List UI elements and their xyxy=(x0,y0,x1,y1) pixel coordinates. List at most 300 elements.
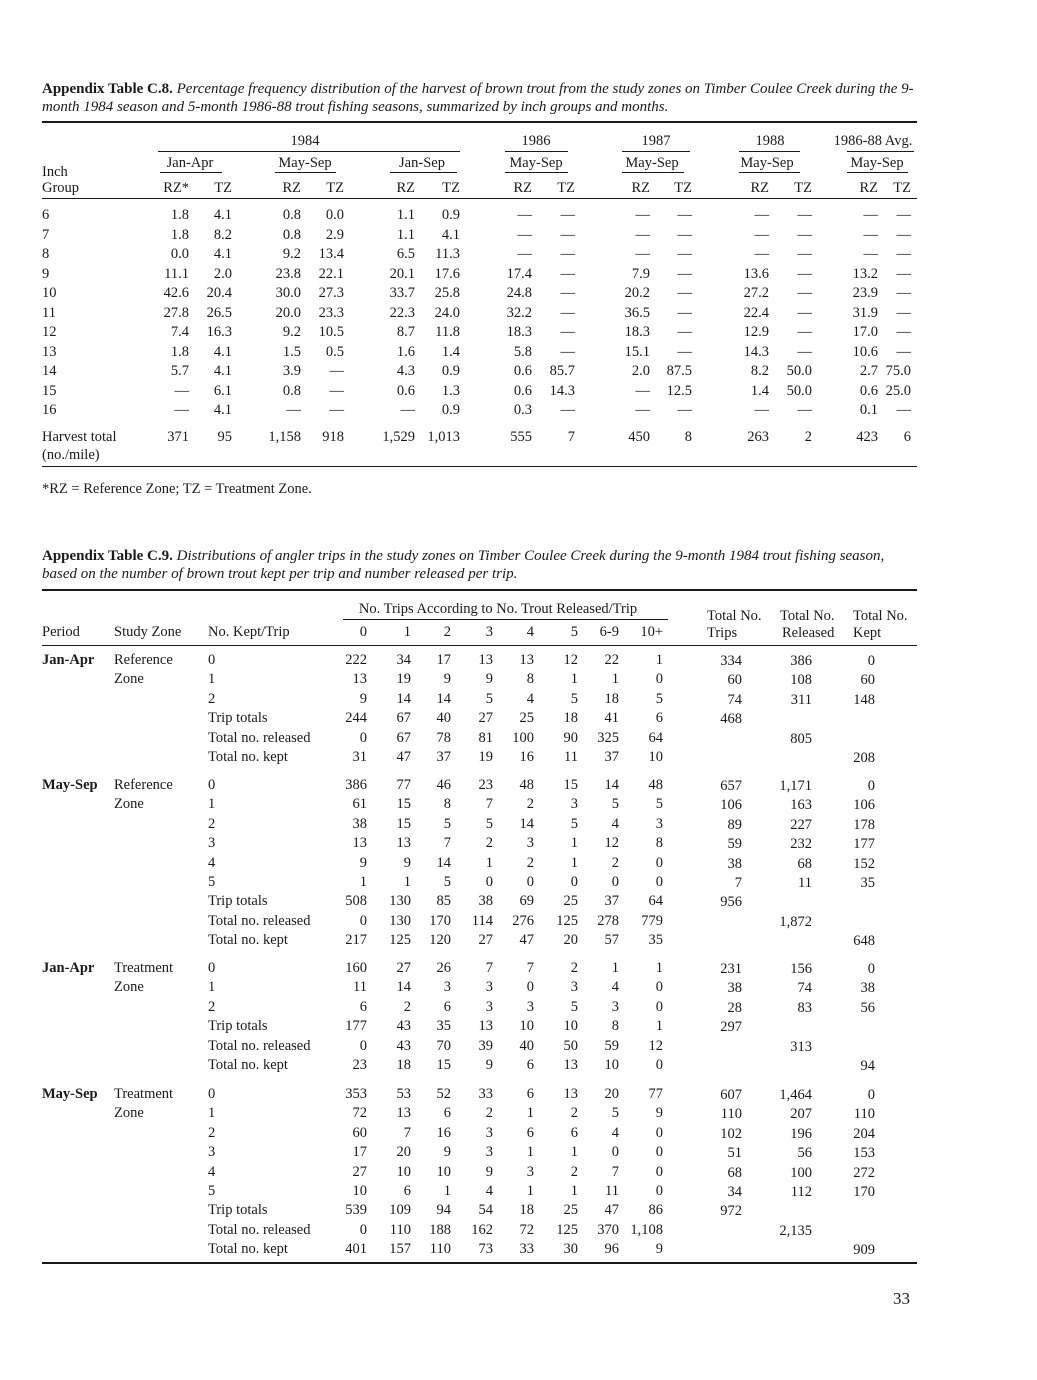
table-cell: 100 xyxy=(512,729,534,746)
total-released-cell: 313 xyxy=(790,1038,812,1055)
table-c9-caption xyxy=(42,547,922,583)
table-cell: 26 xyxy=(436,960,451,976)
table-cell: 3 xyxy=(526,1163,534,1180)
table-cell: 61 xyxy=(352,796,367,813)
table-cell: 14 xyxy=(519,815,534,832)
total-released-cell: 311 xyxy=(790,691,812,708)
table-cell: 7 xyxy=(403,1124,411,1141)
table-cell: — xyxy=(560,265,575,282)
study-zone-label-2: Zone xyxy=(114,979,144,996)
table-c9-title: Distributions of angler trips in the study zones on Timber Coulee Creek during the 9-month 1984 trout fishing season, based on the number of brown trout kept per trip and number released per trip. xyxy=(42,548,885,582)
table-cell: — xyxy=(677,207,692,223)
study-zone-label: Reference xyxy=(114,652,173,668)
study-zone-label: Treatment xyxy=(114,960,174,976)
table-cell: 86 xyxy=(648,1202,663,1219)
kept-per-trip-cell: 1 xyxy=(208,796,216,813)
table-cell: 1 xyxy=(611,960,619,976)
inch-group-cell: 8 xyxy=(42,246,50,262)
table-cell: 7.4 xyxy=(170,324,189,340)
inch-group-cell: 11 xyxy=(42,304,56,321)
table-cell: 1.4 xyxy=(750,382,769,399)
total-kept-cell: 60 xyxy=(860,672,875,689)
table-cell: 96 xyxy=(604,1241,619,1258)
table-cell: 14.3 xyxy=(743,343,769,360)
total-trips-cell: 102 xyxy=(720,1125,742,1142)
table-cell: 5 xyxy=(443,815,451,832)
table-cell: 6 xyxy=(359,998,367,1015)
table-cell: 6 xyxy=(526,1124,534,1141)
rule-year-3 xyxy=(847,151,914,152)
table-cell: 0.9 xyxy=(441,363,460,379)
total-trips-cell: 38 xyxy=(727,980,742,997)
total-released-cell: 11 xyxy=(798,875,812,891)
total-kept-cell: 170 xyxy=(853,1184,875,1200)
header-total-trips-2: Trips xyxy=(707,625,738,641)
header-released-col: 1 xyxy=(403,624,411,640)
total-trips-cell: 89 xyxy=(727,816,742,833)
table-cell: 0 xyxy=(655,1163,663,1180)
header-tz: TZ xyxy=(557,180,575,196)
table-cell: 73 xyxy=(478,1241,493,1258)
inch-group-cell: 16 xyxy=(42,402,57,418)
header-period: May-Sep xyxy=(740,155,794,171)
table-cell: 16 xyxy=(519,749,534,765)
table-cell: 31.9 xyxy=(852,304,878,321)
table-cell: 5.7 xyxy=(170,363,189,379)
table-cell: 5 xyxy=(485,690,493,707)
table-cell: 9.2 xyxy=(282,324,301,340)
table-cell: — xyxy=(677,304,692,321)
table-cell: 0.6 xyxy=(859,382,878,399)
table-cell: 3 xyxy=(443,979,451,996)
table-cell: 10 xyxy=(563,1018,578,1035)
table-cell: 32.2 xyxy=(506,304,532,321)
table-cell: 11 xyxy=(605,1183,619,1199)
table-cell: 48 xyxy=(648,777,663,793)
table-cell: 1 xyxy=(570,835,578,852)
table-cell: 0.8 xyxy=(282,207,301,223)
table-cell: — xyxy=(896,246,911,262)
rule-period xyxy=(739,172,800,173)
table-cell: 2.9 xyxy=(325,226,344,243)
table-cell: 1.8 xyxy=(170,343,189,360)
rule-period xyxy=(275,172,336,173)
table-cell: 15 xyxy=(396,796,411,813)
header-released-col: 2 xyxy=(443,624,451,640)
rule-year-2 xyxy=(739,151,800,152)
table-cell: — xyxy=(635,207,650,223)
inch-group-cell: 6 xyxy=(42,207,50,223)
table-cell: 3 xyxy=(485,1124,493,1141)
table-cell: 24.8 xyxy=(506,285,532,301)
table-cell: 15 xyxy=(563,777,578,793)
study-zone-label-2: Zone xyxy=(114,1105,144,1122)
table-cell: 70 xyxy=(436,1037,451,1054)
table-cell: 27.8 xyxy=(163,304,189,321)
total-kept-cell: 178 xyxy=(853,816,875,833)
total-kept-cell: 148 xyxy=(853,691,875,708)
header-total-trips: Total No. xyxy=(707,608,762,624)
table-cell: 10 xyxy=(648,749,663,765)
table-cell: 4.1 xyxy=(213,363,232,379)
rule-period xyxy=(622,172,684,173)
table-cell: 0 xyxy=(655,854,663,871)
total-kept-cell: 153 xyxy=(853,1145,875,1162)
table-cell: 10 xyxy=(604,1057,619,1073)
table-cell: 4.1 xyxy=(213,246,232,262)
table-cell: 20.1 xyxy=(389,265,415,282)
table-cell: 1 xyxy=(655,1018,663,1035)
table-cell: 9.2 xyxy=(282,246,301,262)
study-zone-label: Treatment xyxy=(114,1086,174,1102)
table-cell: — xyxy=(797,265,812,282)
header-tz: TZ xyxy=(442,180,460,196)
table-cell: 6 xyxy=(443,998,451,1015)
kept-per-trip-cell: Total no. kept xyxy=(208,749,288,765)
table-cell: 120 xyxy=(429,932,451,949)
table-cell: 0.1 xyxy=(859,402,878,418)
table-cell: 3 xyxy=(570,796,578,813)
table-cell: 0 xyxy=(655,1183,663,1199)
kept-per-trip-cell: 2 xyxy=(208,815,216,832)
table-cell: 0 xyxy=(485,874,493,890)
rule-period xyxy=(505,172,568,173)
table-cell: — xyxy=(560,402,575,418)
table-cell: — xyxy=(896,226,911,243)
rule-period xyxy=(390,172,457,173)
total-trips-cell: 468 xyxy=(720,711,742,728)
table-cell: 0.6 xyxy=(396,382,415,399)
table-cell: 9 xyxy=(403,854,411,871)
total-trips-cell: 334 xyxy=(720,653,742,669)
period-label: May-Sep xyxy=(42,1086,98,1102)
table-cell: 2.0 xyxy=(631,363,650,379)
table-cell: 1 xyxy=(485,854,493,871)
table-cell: 1 xyxy=(611,671,619,688)
table-cell: 4 xyxy=(485,1183,493,1199)
table-cell: — xyxy=(677,343,692,360)
table-cell: 0.6 xyxy=(513,382,532,399)
table-cell: 0 xyxy=(611,874,619,890)
table-cell: 9 xyxy=(485,671,493,688)
table-cell: 0 xyxy=(655,979,663,996)
table-cell: 23.9 xyxy=(852,285,878,301)
table-cell: 1,108 xyxy=(630,1221,663,1238)
table-cell: 13 xyxy=(478,652,493,668)
table-cell: 0 xyxy=(570,874,578,890)
kept-per-trip-cell: 2 xyxy=(208,1124,216,1141)
total-kept-cell: 177 xyxy=(853,836,875,853)
inch-group-cell: 9 xyxy=(42,265,50,282)
table-cell: 13 xyxy=(478,1018,493,1035)
table-cell: 1.4 xyxy=(441,343,460,360)
header-period: May-Sep xyxy=(278,155,332,171)
table-cell: 110 xyxy=(429,1241,451,1258)
table-cell: — xyxy=(677,265,692,282)
kept-per-trip-cell: 4 xyxy=(208,854,216,871)
table-cell: 6 xyxy=(655,710,663,727)
table-c8-caption xyxy=(42,80,922,116)
table-cell: 18 xyxy=(604,690,619,707)
table-cell: — xyxy=(863,226,878,243)
table-cell: — xyxy=(896,324,911,340)
total-released-cell: 196 xyxy=(790,1125,812,1142)
table-cell: 59 xyxy=(604,1037,619,1054)
total-released-cell: 1,171 xyxy=(779,778,812,794)
total-kept-cell: 272 xyxy=(853,1164,875,1181)
table-cell: 43 xyxy=(396,1037,411,1054)
total-trips-cell: 297 xyxy=(720,1019,742,1036)
table-c8-title: Percentage frequency distribution of the harvest of brown trout from the study zones on Timber Coulee Creek during the 9-month 1984 season and 5-month 1986-88 trout fishing seasons, summarized by inch groups and months. xyxy=(42,81,914,115)
table-c8-label: Appendix Table C.8. xyxy=(42,81,173,97)
header-trips-span: No. Trips According to No. Trout Released/Trip xyxy=(358,601,638,617)
table-cell: 0 xyxy=(359,912,367,929)
table-cell: 244 xyxy=(345,710,367,727)
table-cell: — xyxy=(329,402,344,418)
total-kept-cell: 204 xyxy=(853,1125,875,1142)
inch-group-cell: 13 xyxy=(42,343,57,360)
table-cell: 0.9 xyxy=(441,402,460,418)
table-cell: 25.8 xyxy=(434,285,460,301)
total-kept-cell: 152 xyxy=(853,855,875,872)
header-total-kept-2: Kept xyxy=(853,625,882,641)
study-zone-label-2: Zone xyxy=(114,671,144,688)
table-cell: 5 xyxy=(611,1105,619,1122)
table-cell: 13 xyxy=(396,1105,411,1122)
total-released-cell: 56 xyxy=(797,1145,812,1162)
table-cell: — xyxy=(797,343,812,360)
table-cell: 170 xyxy=(429,912,451,929)
header-rz: RZ xyxy=(859,180,878,196)
table-cell: 4.1 xyxy=(213,343,232,360)
table-cell: 17.0 xyxy=(852,324,878,340)
table-cell: 8 xyxy=(443,796,451,813)
kept-per-trip-cell: Trip totals xyxy=(208,1202,268,1219)
table-cell: 11 xyxy=(564,749,578,765)
table-cell: 5 xyxy=(655,796,663,813)
table-cell: 31 xyxy=(352,749,367,765)
table-cell: — xyxy=(797,304,812,321)
header-tz: TZ xyxy=(674,180,692,196)
total-kept-cell: 648 xyxy=(853,933,875,950)
table-cell: 53 xyxy=(396,1086,411,1102)
table-cell: — xyxy=(797,207,812,223)
kept-per-trip-cell: 1 xyxy=(208,1105,216,1122)
table-cell: 47 xyxy=(396,749,411,765)
kept-per-trip-cell: 3 xyxy=(208,835,216,852)
table-cell: 8.7 xyxy=(396,324,415,340)
total-trips-cell: 956 xyxy=(720,894,742,911)
table-cell: 10 xyxy=(352,1183,367,1199)
table-cell: 9 xyxy=(359,690,367,707)
harvest-total-cell: 95 xyxy=(217,429,232,445)
table-cell: — xyxy=(174,402,189,418)
header-tz: TZ xyxy=(214,180,232,196)
total-released-cell: 100 xyxy=(790,1164,812,1181)
table-cell: 3 xyxy=(485,979,493,996)
header-period: Jan-Apr xyxy=(166,155,214,171)
inch-group-cell: 14 xyxy=(42,363,57,379)
total-released-cell: 2,135 xyxy=(779,1222,812,1239)
header-released-col: 0 xyxy=(359,624,367,640)
table-cell: 17 xyxy=(352,1144,367,1161)
table-cell: 27 xyxy=(478,710,493,727)
kept-per-trip-cell: 1 xyxy=(208,671,216,688)
header-inch: Inch xyxy=(42,164,68,180)
table-cell: 81 xyxy=(478,729,493,746)
table-cell: 77 xyxy=(396,777,411,793)
table-cell: 72 xyxy=(352,1105,367,1122)
total-released-cell: 108 xyxy=(790,672,812,689)
table-cell: 27 xyxy=(396,960,411,976)
table-cell: 15 xyxy=(436,1057,451,1073)
table-cell: 14.3 xyxy=(549,382,575,399)
total-kept-cell: 0 xyxy=(867,778,875,794)
header-released-col: 4 xyxy=(526,624,534,640)
table-cell: 4 xyxy=(611,1124,619,1141)
header-period: May-Sep xyxy=(625,155,679,171)
table-cell: 3 xyxy=(655,815,663,832)
table-cell: 22.1 xyxy=(318,265,344,282)
table-cell: 37 xyxy=(436,749,451,765)
harvest-total-cell: 423 xyxy=(856,429,878,445)
total-released-cell: 207 xyxy=(790,1106,812,1123)
table-cell: 8.2 xyxy=(750,363,769,379)
harvest-total-cell: 450 xyxy=(628,429,650,445)
inch-group-cell: 10 xyxy=(42,285,57,301)
table-cell: — xyxy=(896,402,911,418)
table-cell: 5 xyxy=(570,998,578,1015)
table-cell: 94 xyxy=(436,1202,451,1219)
table-cell: 2 xyxy=(526,796,534,813)
table-cell: 42.6 xyxy=(163,285,189,301)
table-cell: 508 xyxy=(345,893,367,910)
kept-per-trip-cell: Trip totals xyxy=(208,1018,268,1035)
table-cell: 9 xyxy=(655,1241,663,1258)
table-cell: 1 xyxy=(526,1105,534,1122)
table-cell: 6 xyxy=(443,1105,451,1122)
table-cell: 10 xyxy=(436,1163,451,1180)
table-cell: 18.3 xyxy=(624,324,650,340)
header-year-1984: 1984 xyxy=(290,133,320,149)
table-cell: 7.9 xyxy=(631,265,650,282)
total-trips-cell: 231 xyxy=(720,961,742,977)
table-cell: 13 xyxy=(352,671,367,688)
table-cell: 25 xyxy=(563,893,578,910)
table-cell: 539 xyxy=(345,1202,367,1219)
table-cell: 370 xyxy=(597,1221,619,1238)
table-cell: — xyxy=(560,304,575,321)
table-cell: 0 xyxy=(526,979,534,996)
table-cell: 325 xyxy=(597,729,619,746)
kept-per-trip-cell: Trip totals xyxy=(208,893,268,910)
table-cell: 52 xyxy=(436,1086,451,1102)
table-cell: 4.3 xyxy=(396,363,415,379)
table-cell: 1.1 xyxy=(396,207,415,223)
table-cell: 18.3 xyxy=(506,324,532,340)
kept-per-trip-cell: Total no. released xyxy=(208,912,311,929)
table-cell: 77 xyxy=(648,1086,663,1102)
table-cell: 160 xyxy=(345,960,367,976)
table-cell: 17 xyxy=(436,652,451,668)
harvest-total-cell: 1,529 xyxy=(382,429,415,445)
table-cell: 12.5 xyxy=(666,382,692,399)
header-year-1986: 1986 xyxy=(521,133,551,149)
kept-per-trip-cell: Total no. released xyxy=(208,729,311,746)
table-cell: 0.0 xyxy=(325,207,344,223)
table-cell: 69 xyxy=(519,893,534,910)
harvest-total-cell: 6 xyxy=(903,429,911,445)
kept-per-trip-cell: Total no. kept xyxy=(208,932,288,949)
table-cell: — xyxy=(797,324,812,340)
harvest-total-cell: 1,013 xyxy=(427,429,460,445)
header-rz: RZ xyxy=(396,180,415,196)
table-cell: 20 xyxy=(563,932,578,949)
table-cell: — xyxy=(560,207,575,223)
header-year-1988: 1988 xyxy=(755,133,785,149)
table-cell: 43 xyxy=(396,1018,411,1035)
table-cell: — xyxy=(400,402,415,418)
table-cell: 2 xyxy=(485,1105,493,1122)
kept-per-trip-cell: Total no. kept xyxy=(208,1241,288,1258)
table-cell: 0 xyxy=(655,1057,663,1073)
table-cell: 25 xyxy=(519,710,534,727)
table-cell: 17.4 xyxy=(506,265,532,282)
table-cell: 27 xyxy=(478,932,493,949)
table-cell: 26.5 xyxy=(206,304,232,321)
table-cell: 13 xyxy=(563,1086,578,1102)
table-cell: 0.5 xyxy=(325,343,344,360)
table-cell: 11.1 xyxy=(164,265,189,282)
table-cell: 1.1 xyxy=(396,226,415,243)
total-released-cell: 805 xyxy=(790,730,812,747)
table-cell: 40 xyxy=(519,1037,534,1054)
table-cell: 50.0 xyxy=(786,382,812,399)
table-cell: 0.3 xyxy=(513,402,532,418)
kept-per-trip-cell: 1 xyxy=(208,979,216,996)
table-cell: 72 xyxy=(519,1221,534,1238)
header-rz: RZ xyxy=(513,180,532,196)
header-tz: TZ xyxy=(794,180,812,196)
table-cell: 19 xyxy=(478,749,493,765)
table-cell: 6 xyxy=(403,1183,411,1199)
table-cell: 6.5 xyxy=(396,246,415,262)
table-c9-header-rule xyxy=(42,645,917,646)
table-cell: — xyxy=(560,324,575,340)
table-cell: 39 xyxy=(478,1037,493,1054)
total-released-cell: 1,464 xyxy=(779,1087,812,1103)
header-period: Period xyxy=(42,624,80,640)
table-cell: 9 xyxy=(485,1057,493,1073)
table-cell: — xyxy=(677,285,692,301)
header-tz: TZ xyxy=(326,180,344,196)
table-cell: 13 xyxy=(563,1057,578,1073)
table-cell: 0 xyxy=(611,1144,619,1161)
total-kept-cell: 38 xyxy=(860,980,875,997)
table-cell: 57 xyxy=(604,932,619,949)
table-cell: 1.6 xyxy=(396,343,415,360)
table-cell: 2 xyxy=(570,1163,578,1180)
total-released-cell: 83 xyxy=(797,999,812,1016)
table-cell: 3 xyxy=(526,998,534,1015)
table-cell: 2 xyxy=(403,998,411,1015)
table-cell: 11.8 xyxy=(435,324,460,340)
period-label: Jan-Apr xyxy=(42,652,95,668)
table-cell: 18 xyxy=(519,1202,534,1219)
harvest-total-cell: 2 xyxy=(804,429,812,445)
table-cell: 13.4 xyxy=(318,246,344,262)
header-released-col: 10+ xyxy=(640,624,663,640)
